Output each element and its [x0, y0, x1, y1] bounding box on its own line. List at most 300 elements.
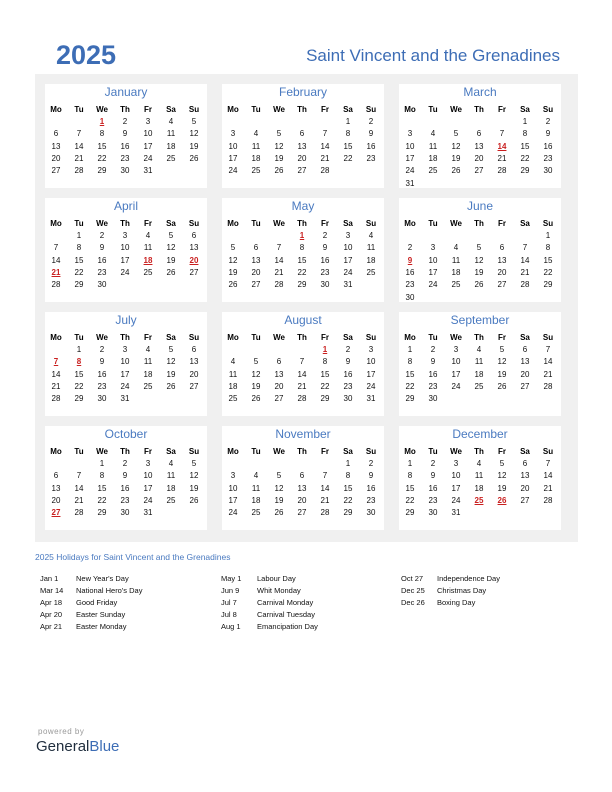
weekday-header: Th — [474, 105, 484, 114]
day-cell: 25 — [228, 394, 238, 404]
day-cell: 17 — [343, 255, 353, 265]
day-cell: 19 — [497, 369, 507, 379]
weekday-header: Sa — [166, 105, 176, 114]
day-cell: 10 — [451, 471, 461, 481]
day-cell: 9 — [430, 471, 436, 481]
day-cell: 26 — [474, 280, 484, 290]
day-cell: 20 — [474, 153, 484, 163]
holiday-date: Apr 18 — [40, 598, 63, 607]
day-cell: 28 — [543, 495, 553, 505]
holiday-date: Apr 21 — [40, 622, 63, 631]
day-cell: 14 — [320, 483, 330, 493]
day-cell: 19 — [274, 495, 284, 505]
day-cell: 16 — [343, 369, 353, 379]
month-name: October — [104, 427, 148, 441]
day-cell: 31 — [366, 394, 376, 404]
month-january — [45, 84, 207, 188]
day-cell: 10 — [428, 255, 438, 265]
day-cell: 23 — [120, 153, 130, 163]
day-cell: 21 — [543, 369, 553, 379]
day-cell: 28 — [74, 166, 84, 176]
month-july — [45, 312, 207, 416]
day-cell: 12 — [497, 357, 507, 367]
weekday-header: Mo — [227, 333, 239, 342]
weekday-header: Fr — [144, 105, 152, 114]
day-cell: 6 — [499, 243, 505, 253]
day-cell: 31 — [343, 280, 353, 290]
holiday-name: Whit Monday — [257, 586, 301, 595]
month-november — [222, 426, 384, 530]
day-cell: 24 — [428, 280, 438, 290]
weekday-header: Th — [297, 447, 307, 456]
day-cell: 10 — [343, 243, 353, 253]
day-cell: 22 — [405, 495, 415, 505]
day-cell: 19 — [189, 483, 199, 493]
day-cell: 12 — [251, 369, 261, 379]
day-cell: 2 — [99, 231, 105, 240]
day-cell: 5 — [499, 345, 505, 354]
day-cell: 30 — [343, 394, 353, 404]
weekday-header: We — [450, 333, 462, 342]
holiday-day-cell: 8 — [76, 357, 82, 367]
day-cell: 16 — [120, 141, 130, 151]
day-cell: 8 — [345, 471, 351, 481]
day-cell: 22 — [405, 381, 415, 391]
day-cell: 15 — [74, 369, 84, 379]
weekday-header: Su — [365, 333, 377, 342]
day-cell: 6 — [191, 345, 197, 354]
day-cell: 2 — [122, 459, 128, 468]
day-cell: 16 — [405, 267, 415, 277]
weekday-header: Tu — [428, 105, 438, 114]
day-cell: 5 — [230, 243, 236, 253]
day-cell: 13 — [474, 141, 484, 151]
day-cell: 31 — [405, 178, 415, 188]
day-cell: 22 — [520, 153, 530, 163]
holiday-day-cell: 9 — [407, 255, 413, 265]
day-cell: 11 — [166, 129, 176, 139]
day-cell: 15 — [343, 483, 353, 493]
day-cell: 31 — [143, 166, 153, 176]
weekday-header: Tu — [251, 105, 261, 114]
day-cell: 8 — [407, 471, 413, 481]
day-cell: 2 — [345, 345, 351, 354]
day-cell: 10 — [120, 357, 130, 367]
weekday-header: Fr — [498, 105, 506, 114]
day-cell: 30 — [366, 508, 376, 518]
day-cell: 18 — [428, 153, 438, 163]
weekday-header: Su — [188, 333, 200, 342]
weekday-header: Tu — [251, 333, 261, 342]
holiday-name: Emancipation Day — [257, 622, 318, 631]
day-cell: 31 — [451, 508, 461, 518]
day-cell: 5 — [476, 243, 482, 253]
day-cell: 2 — [407, 243, 413, 253]
day-cell: 26 — [274, 166, 284, 176]
day-cell: 29 — [405, 508, 415, 518]
day-cell: 5 — [253, 357, 259, 367]
day-cell: 4 — [230, 357, 236, 367]
day-cell: 11 — [251, 483, 261, 493]
weekday-header: We — [96, 447, 108, 456]
day-cell: 14 — [320, 141, 330, 151]
weekday-header: We — [96, 333, 108, 342]
day-cell: 26 — [228, 280, 238, 290]
day-cell: 27 — [274, 394, 284, 404]
month-name: April — [113, 199, 138, 213]
day-cell: 28 — [274, 280, 284, 290]
day-cell: 16 — [543, 141, 553, 151]
day-cell: 26 — [166, 267, 176, 277]
day-cell: 23 — [428, 381, 438, 391]
weekday-header: Su — [542, 105, 554, 114]
day-cell: 23 — [366, 153, 376, 163]
holiday-day-cell: 18 — [143, 255, 153, 265]
day-cell: 21 — [274, 267, 284, 277]
weekday-header: Fr — [498, 447, 506, 456]
holiday-day-cell: 14 — [497, 141, 507, 151]
day-cell: 14 — [74, 483, 84, 493]
holiday-name: Christmas Day — [437, 586, 487, 595]
day-cell: 10 — [228, 483, 238, 493]
day-cell: 4 — [430, 129, 436, 139]
weekday-header: Tu — [74, 447, 84, 456]
day-cell: 17 — [428, 267, 438, 277]
weekday-header: Tu — [428, 219, 438, 228]
month-name: June — [466, 199, 494, 213]
holidays-title: 2025 Holidays for Saint Vincent and the Grenadines — [35, 552, 231, 562]
day-cell: 27 — [189, 381, 199, 391]
day-cell: 23 — [120, 495, 130, 505]
day-cell: 8 — [522, 129, 528, 139]
day-cell: 4 — [145, 231, 151, 240]
day-cell: 7 — [322, 471, 328, 481]
day-cell: 20 — [274, 381, 284, 391]
day-cell: 13 — [520, 471, 530, 481]
day-cell: 5 — [276, 471, 282, 481]
day-cell: 8 — [345, 129, 351, 139]
holiday-day-cell: 20 — [189, 255, 199, 265]
day-cell: 3 — [145, 117, 151, 126]
day-cell: 21 — [520, 267, 530, 277]
day-cell: 26 — [497, 381, 507, 391]
weekday-header: Sa — [520, 447, 530, 456]
weekday-header: Mo — [50, 219, 62, 228]
day-cell: 25 — [251, 166, 261, 176]
weekday-header: Th — [120, 333, 130, 342]
day-cell: 29 — [405, 394, 415, 404]
holiday-date: Oct 27 — [401, 574, 424, 583]
holiday-date: Jun 9 — [221, 586, 240, 595]
day-cell: 18 — [143, 369, 153, 379]
month-october — [45, 426, 207, 530]
day-cell: 25 — [166, 495, 176, 505]
day-cell: 6 — [522, 459, 528, 468]
weekday-header: Mo — [227, 219, 239, 228]
day-cell: 19 — [497, 483, 507, 493]
day-cell: 21 — [320, 153, 330, 163]
day-cell: 20 — [51, 495, 61, 505]
day-cell: 25 — [366, 267, 376, 277]
day-cell: 4 — [253, 129, 259, 139]
day-cell: 24 — [120, 267, 130, 277]
day-cell: 14 — [543, 471, 553, 481]
day-cell: 7 — [545, 459, 551, 468]
month-june — [399, 198, 561, 302]
day-cell: 5 — [168, 345, 174, 354]
day-cell: 27 — [474, 166, 484, 176]
day-cell: 24 — [405, 166, 415, 176]
day-cell: 17 — [228, 495, 238, 505]
holiday-name: New Year's Day — [76, 574, 129, 583]
brand-logo[interactable] — [36, 738, 119, 755]
weekday-header: We — [450, 105, 462, 114]
weekday-header: Th — [297, 105, 307, 114]
day-cell: 4 — [168, 117, 174, 126]
day-cell: 24 — [143, 495, 153, 505]
weekday-header: Sa — [343, 219, 353, 228]
day-cell: 21 — [51, 381, 61, 391]
day-cell: 22 — [343, 495, 353, 505]
day-cell: 24 — [343, 267, 353, 277]
weekday-header: Fr — [144, 447, 152, 456]
day-cell: 21 — [497, 153, 507, 163]
brand-name-part: Blue — [89, 738, 120, 755]
weekday-header: Sa — [166, 219, 176, 228]
day-cell: 10 — [143, 471, 153, 481]
day-cell: 30 — [543, 166, 553, 176]
day-cell: 12 — [189, 471, 199, 481]
day-cell: 21 — [297, 381, 307, 391]
day-cell: 22 — [74, 381, 84, 391]
day-cell: 29 — [343, 508, 353, 518]
weekday-header: Mo — [404, 105, 416, 114]
weekday-header: We — [273, 447, 285, 456]
day-cell: 19 — [474, 267, 484, 277]
day-cell: 11 — [366, 243, 376, 253]
day-cell: 19 — [166, 369, 176, 379]
day-cell: 6 — [53, 129, 59, 139]
day-cell: 6 — [253, 243, 259, 253]
day-cell: 25 — [474, 381, 484, 391]
weekday-header: Su — [365, 105, 377, 114]
day-cell: 7 — [299, 357, 305, 367]
weekday-header: Th — [474, 447, 484, 456]
day-cell: 20 — [51, 153, 61, 163]
weekday-header: Sa — [343, 447, 353, 456]
day-cell: 12 — [497, 471, 507, 481]
day-cell: 20 — [520, 483, 530, 493]
day-cell: 14 — [51, 255, 61, 265]
day-cell: 11 — [251, 141, 261, 151]
weekday-header: Su — [365, 447, 377, 456]
day-cell: 9 — [122, 471, 128, 481]
day-cell: 11 — [228, 369, 238, 379]
day-cell: 13 — [297, 141, 307, 151]
day-cell: 18 — [251, 153, 261, 163]
day-cell: 4 — [253, 471, 259, 481]
day-cell: 10 — [366, 357, 376, 367]
month-name: September — [450, 313, 510, 327]
day-cell: 28 — [543, 381, 553, 391]
day-cell: 12 — [474, 255, 484, 265]
day-cell: 14 — [543, 357, 553, 367]
day-cell: 3 — [230, 471, 236, 481]
holiday-name: Good Friday — [76, 598, 118, 607]
day-cell: 16 — [97, 255, 107, 265]
day-cell: 13 — [189, 243, 199, 253]
weekday-header: Tu — [428, 447, 438, 456]
weekday-header: Tu — [74, 105, 84, 114]
weekday-header: Th — [120, 219, 130, 228]
weekday-header: We — [96, 105, 108, 114]
day-cell: 12 — [189, 129, 199, 139]
day-cell: 30 — [120, 166, 130, 176]
holiday-date: Dec 26 — [401, 598, 425, 607]
day-cell: 18 — [251, 495, 261, 505]
weekday-header: We — [273, 219, 285, 228]
day-cell: 2 — [322, 231, 328, 240]
day-cell: 13 — [189, 357, 199, 367]
day-cell: 23 — [320, 267, 330, 277]
day-cell: 3 — [345, 231, 351, 240]
day-cell: 9 — [99, 357, 105, 367]
day-cell: 28 — [320, 508, 330, 518]
weekday-header: Fr — [321, 447, 329, 456]
day-cell: 7 — [53, 243, 59, 253]
weekday-header: Tu — [74, 333, 84, 342]
day-cell: 30 — [120, 508, 130, 518]
day-cell: 16 — [97, 369, 107, 379]
day-cell: 23 — [97, 267, 107, 277]
day-cell: 22 — [97, 153, 107, 163]
day-cell: 29 — [97, 508, 107, 518]
weekday-header: We — [273, 333, 285, 342]
calendar-year: 2025 — [56, 40, 117, 70]
day-cell: 4 — [453, 243, 459, 253]
weekday-header: Sa — [520, 105, 530, 114]
day-cell: 4 — [168, 459, 174, 468]
day-cell: 12 — [274, 141, 284, 151]
day-cell: 1 — [345, 117, 351, 126]
day-cell: 25 — [143, 267, 153, 277]
weekday-header: Mo — [50, 333, 62, 342]
day-cell: 1 — [407, 345, 413, 354]
day-cell: 6 — [191, 231, 197, 240]
weekday-header: Tu — [428, 333, 438, 342]
day-cell: 22 — [543, 267, 553, 277]
day-cell: 1 — [345, 459, 351, 468]
day-cell: 17 — [451, 369, 461, 379]
day-cell: 22 — [74, 267, 84, 277]
months-grid — [35, 74, 578, 542]
day-cell: 7 — [276, 243, 282, 253]
day-cell: 24 — [228, 166, 238, 176]
holiday-day-cell: 1 — [322, 345, 328, 354]
weekday-header: Fr — [321, 333, 329, 342]
day-cell: 18 — [474, 369, 484, 379]
day-cell: 17 — [451, 483, 461, 493]
day-cell: 9 — [345, 357, 351, 367]
day-cell: 30 — [428, 508, 438, 518]
day-cell: 19 — [451, 153, 461, 163]
day-cell: 2 — [368, 117, 374, 126]
day-cell: 1 — [76, 231, 82, 240]
day-cell: 28 — [520, 280, 530, 290]
day-cell: 17 — [228, 153, 238, 163]
day-cell: 12 — [451, 141, 461, 151]
weekday-header: Sa — [343, 333, 353, 342]
day-cell: 1 — [545, 231, 551, 240]
day-cell: 23 — [405, 280, 415, 290]
weekday-header: Mo — [50, 105, 62, 114]
day-cell: 8 — [545, 243, 551, 253]
holiday-date: Mar 14 — [40, 586, 64, 595]
day-cell: 24 — [120, 381, 130, 391]
weekday-header: Su — [365, 219, 377, 228]
weekday-header: Tu — [74, 219, 84, 228]
day-cell: 10 — [143, 129, 153, 139]
weekday-header: We — [273, 105, 285, 114]
day-cell: 27 — [497, 280, 507, 290]
day-cell: 25 — [428, 166, 438, 176]
day-cell: 27 — [251, 280, 261, 290]
day-cell: 6 — [53, 471, 59, 481]
day-cell: 17 — [405, 153, 415, 163]
day-cell: 18 — [474, 483, 484, 493]
brand-name-part: General — [36, 738, 90, 755]
day-cell: 19 — [251, 381, 261, 391]
weekday-header: Su — [188, 105, 200, 114]
month-name: February — [278, 85, 328, 99]
weekday-header: Fr — [321, 219, 329, 228]
holiday-date: Dec 25 — [401, 586, 425, 595]
day-cell: 3 — [230, 129, 236, 139]
day-cell: 7 — [545, 345, 551, 354]
weekday-header: Th — [297, 333, 307, 342]
day-cell: 19 — [189, 141, 199, 151]
day-cell: 6 — [276, 357, 282, 367]
day-cell: 7 — [76, 129, 82, 139]
day-cell: 27 — [51, 166, 61, 176]
day-cell: 6 — [299, 129, 305, 139]
day-cell: 8 — [299, 243, 305, 253]
day-cell: 5 — [191, 459, 197, 468]
day-cell: 15 — [97, 483, 107, 493]
day-cell: 12 — [166, 243, 176, 253]
day-cell: 9 — [545, 129, 551, 139]
day-cell: 15 — [405, 369, 415, 379]
day-cell: 2 — [430, 459, 436, 468]
day-cell: 31 — [120, 394, 130, 404]
holiday-name: Carnival Tuesday — [257, 610, 315, 619]
day-cell: 29 — [520, 166, 530, 176]
weekday-header: Su — [542, 333, 554, 342]
weekday-header: Su — [542, 447, 554, 456]
day-cell: 14 — [51, 369, 61, 379]
holiday-day-cell: 1 — [299, 231, 305, 240]
day-cell: 27 — [520, 381, 530, 391]
day-cell: 23 — [343, 381, 353, 391]
day-cell: 30 — [97, 280, 107, 290]
weekday-header: Fr — [498, 219, 506, 228]
weekday-header: We — [450, 219, 462, 228]
day-cell: 26 — [251, 394, 261, 404]
weekday-header: Fr — [144, 333, 152, 342]
day-cell: 7 — [322, 129, 328, 139]
day-cell: 20 — [297, 153, 307, 163]
day-cell: 28 — [51, 280, 61, 290]
